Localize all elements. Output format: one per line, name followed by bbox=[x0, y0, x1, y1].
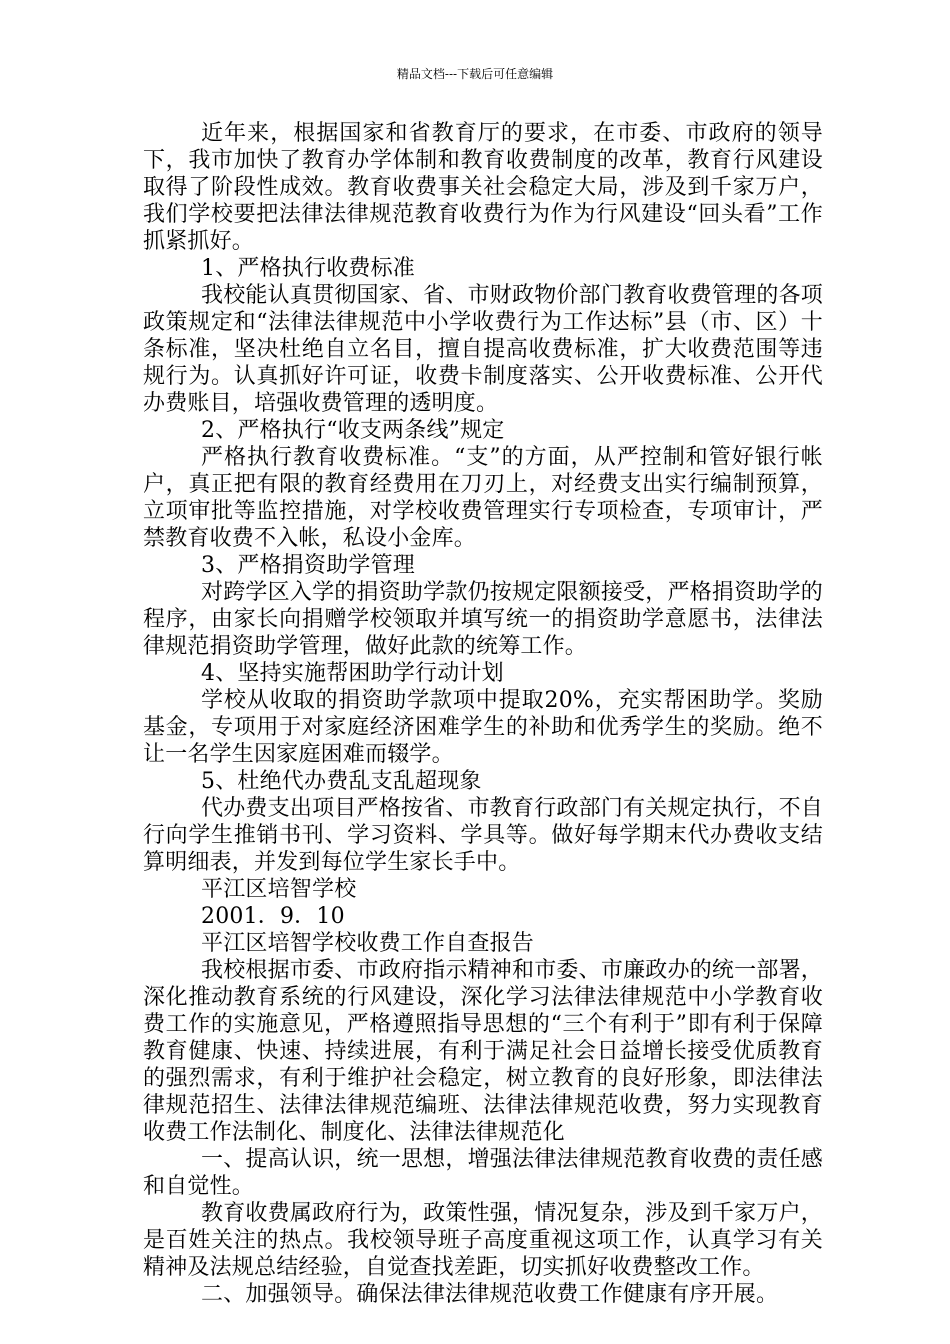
report-paragraph-1: 教育收费属政府行为，政策性强，情况复杂，涉及到千家万户，是百姓关注的热点。我校领导班子高度重视这项工作，认真学习有关精神及法规总结经验，自觉查找差距，切实抓好收费整改工作。 bbox=[143, 1201, 823, 1280]
signature-date: 2001．9．10 bbox=[201, 904, 345, 929]
section-heading-1: 1、严格执行收费标准 bbox=[201, 256, 415, 281]
page-header: 精品文档---下载后可任意编辑 bbox=[396, 67, 554, 81]
section-paragraph-5: 代办费支出项目严格按省、市教育行政部门有关规定执行，不自行向学生推销书刊、学习资料、学具等。做好每学期末代办费收支结算明细表，并发到每位学生家长手中。 bbox=[143, 796, 823, 875]
section-heading-5: 5、杜绝代办费乱支乱超现象 bbox=[201, 769, 482, 794]
report-title: 平江区培智学校收费工作自查报告 bbox=[201, 931, 535, 956]
section-heading-3: 3、严格捐资助学管理 bbox=[201, 553, 415, 578]
report-heading-1: 一、提高认识，统一思想，增强法律法律规范教育收费的责任感和自觉性。 bbox=[143, 1147, 823, 1199]
intro-paragraph: 近年来，根据国家和省教育厅的要求，在市委、市政府的领导下，我市加快了教育办学体制和教育收费制度的改革，教育行风建设取得了阶段性成效。教育收费事关社会稳定大局，涉及到千家万户，我们学校要把法律法律规范教育收费行为作为行风建设“回头看”工作抓紧抓好。 bbox=[143, 121, 823, 254]
section-heading-2: 2、严格执行“收支两条线”规定 bbox=[201, 418, 505, 443]
report-heading-2: 二、加强领导。确保法律法律规范收费工作健康有序开展。 bbox=[201, 1282, 779, 1307]
signature-school: 平江区培智学校 bbox=[201, 877, 357, 902]
report-intro-paragraph: 我校根据市委、市政府指示精神和市委、市廉政办的统一部署，深化推动教育系统的行风建设，深化学习法律法律规范中小学教育收费工作的实施意见，严格遵照指导思想的“三个有利于”即有利于保障教育健康、快速、持续进展，有利于满足社会日益增长接受优质教育的强烈需求，有利于维护社会稳定，树立教育的良好形象，即法律法律规范招生、法律法律规范编班、法律法律规范收费，努力实现教育收费工作法制化、制度化、法律法律规范化 bbox=[143, 958, 823, 1145]
section-paragraph-3: 对跨学区入学的捐资助学款仍按规定限额接受，严格捐资助学的程序，由家长向捐赠学校领取并填写统一的捐资助学意愿书，法律法律规范捐资助学管理，做好此款的统筹工作。 bbox=[143, 580, 823, 659]
section-paragraph-4: 学校从收取的捐资助学款项中提取20%，充实帮困助学。奖励基金，专项用于对家庭经济困难学生的补助和优秀学生的奖励。绝不让一名学生因家庭困难而辍学。 bbox=[143, 688, 823, 767]
section-paragraph-1: 我校能认真贯彻国家、省、市财政物价部门教育收费管理的各项政策规定和“法律法律规范中小学收费行为工作达标”县（市、区）十条标准，坚决杜绝自立名目，擅自提高收费标准，扩大收费范围等违规行为。认真抓好许可证，收费卡制度落实、公开收费标准、公开代办费账目，培强收费管理的透明度。 bbox=[143, 283, 823, 416]
section-paragraph-2: 严格执行教育收费标准。“支”的方面，从严控制和管好银行帐户，真正把有限的教育经费用在刀刃上，对经费支出实行编制预算，立项审批等监控措施，对学校收费管理实行专项检查，专项审计，严禁教育收费不入帐，私设小金库。 bbox=[143, 445, 823, 551]
section-heading-4: 4、坚持实施帮困助学行动计划 bbox=[201, 661, 504, 686]
document-body bbox=[143, 120, 823, 1308]
